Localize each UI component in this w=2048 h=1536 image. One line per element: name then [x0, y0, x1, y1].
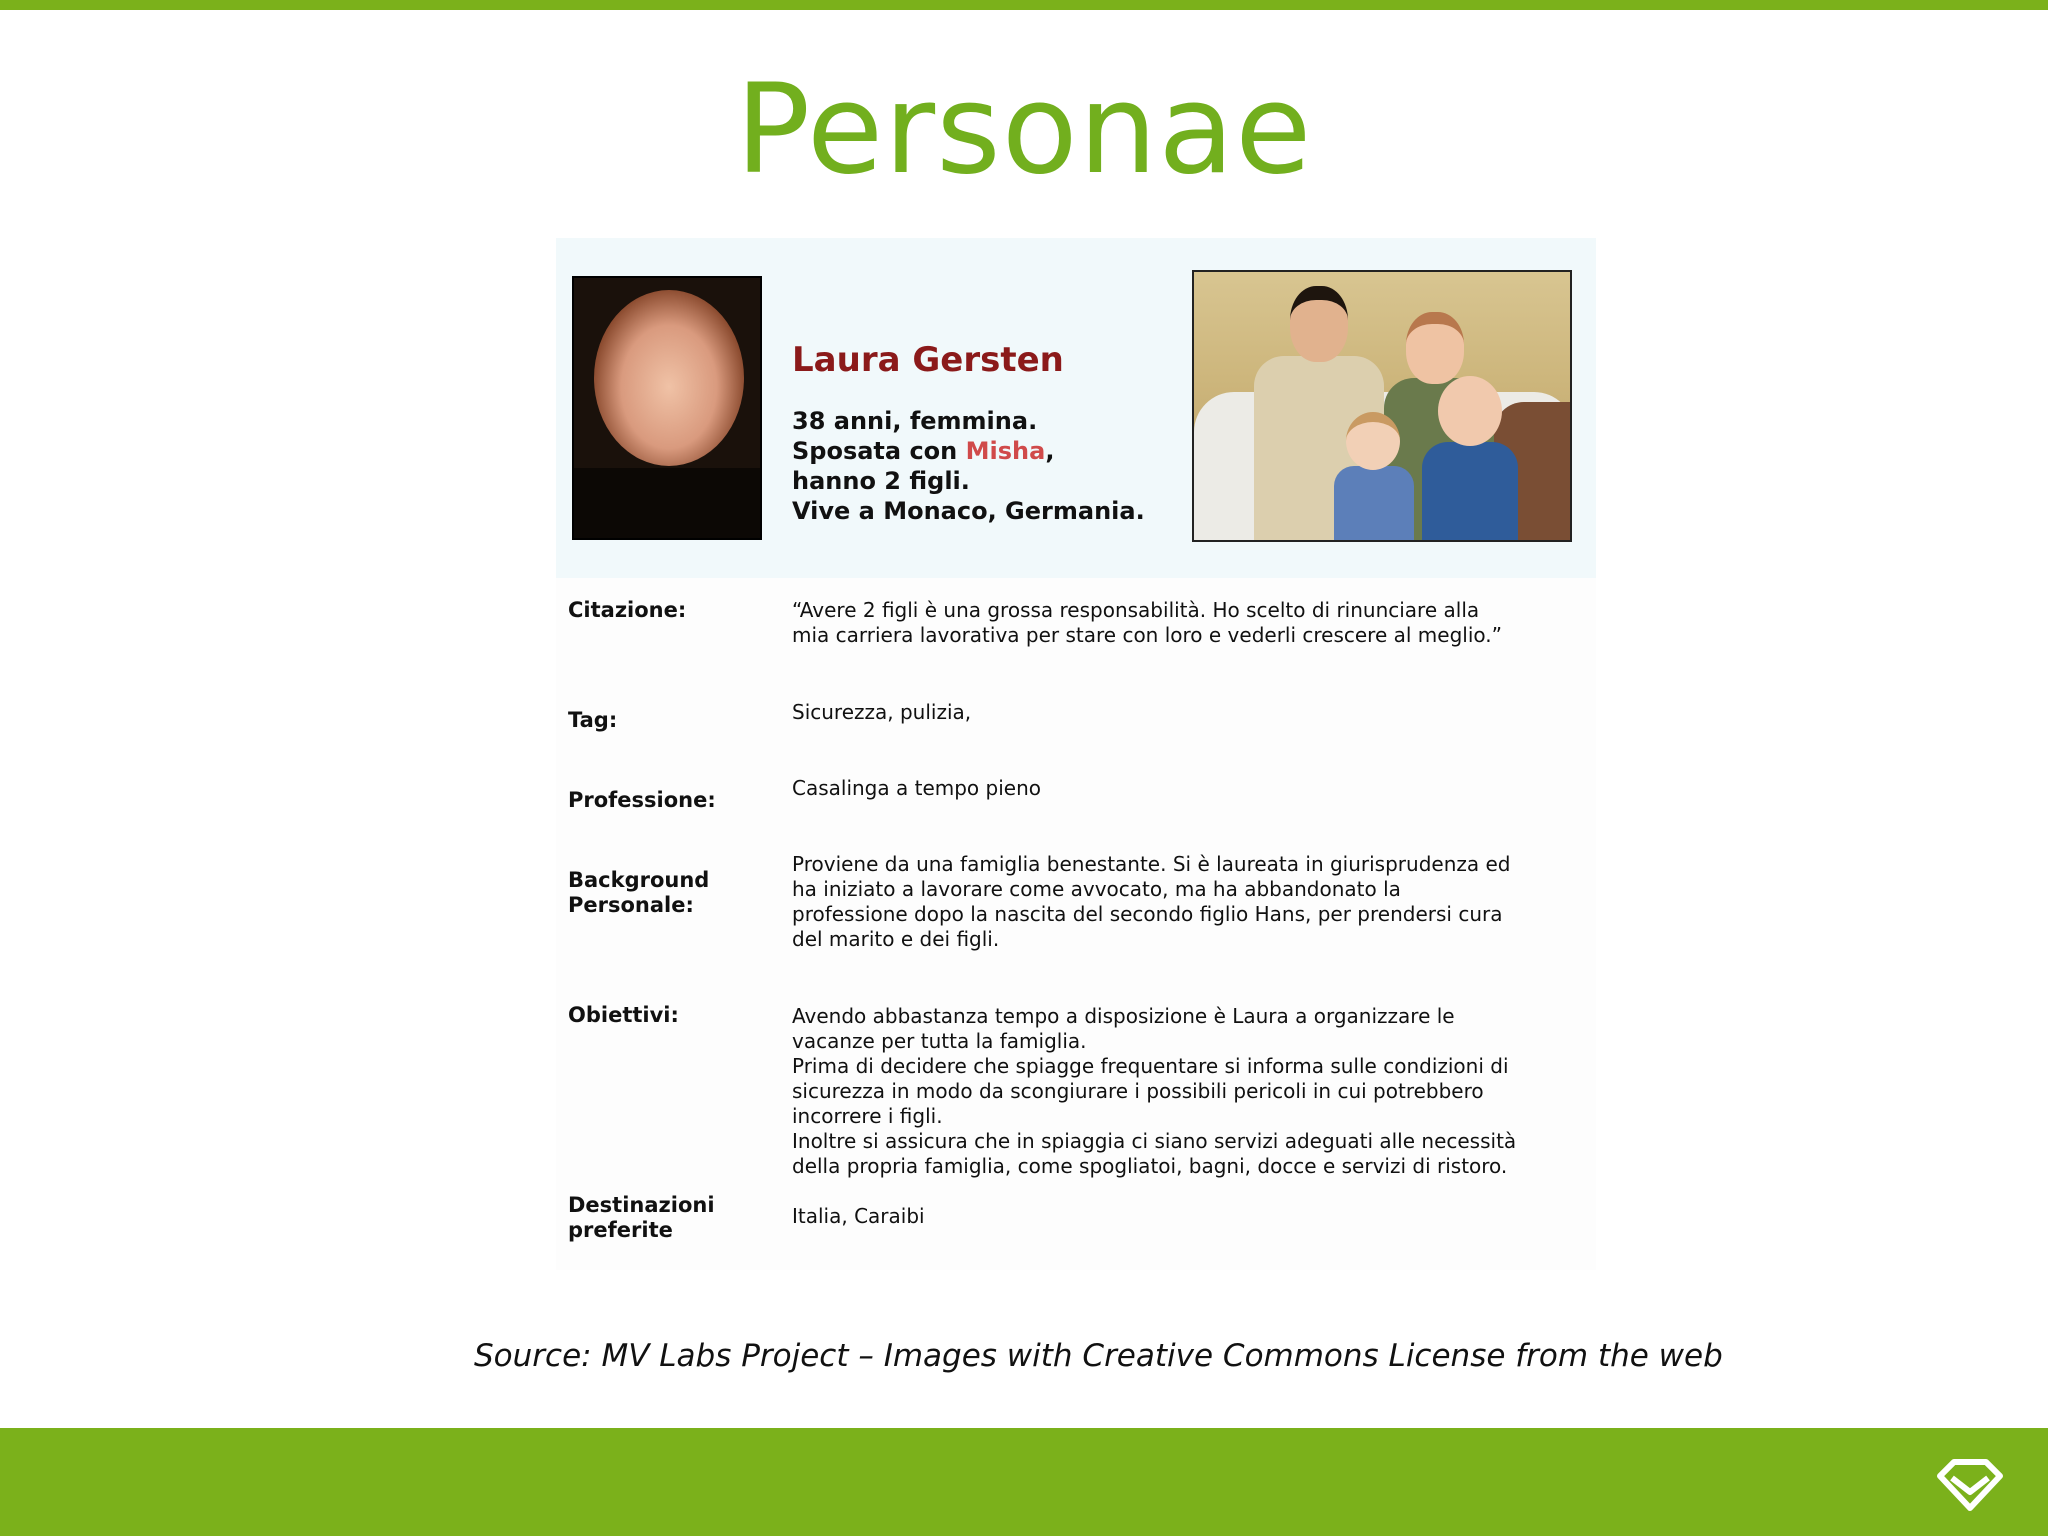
source-note: Source: MV Labs Project – Images with Creative Commons License from the web	[474, 1338, 1723, 1374]
diamond-logo-icon	[1932, 1458, 2008, 1514]
background-line: ha iniziato a lavorare come avvocato, ma ha abbandonato la	[792, 877, 1401, 901]
goals-line: Prima di decidere che spiagge frequentare si informa sulle condizioni di	[792, 1054, 1509, 1078]
destinations-label	[568, 1193, 715, 1243]
baby-head	[1438, 376, 1502, 446]
background-line: professione dopo la nascita del secondo figlio Hans, per prendersi cura	[792, 902, 1503, 926]
bottom-accent-bar	[0, 1428, 2048, 1536]
quote-label: Citazione:	[568, 598, 687, 622]
profession-value: Casalinga a tempo pieno	[792, 776, 1041, 800]
persona-card	[556, 238, 1596, 1270]
quote-line: “Avere 2 figli è una grossa responsabilità. Ho scelto di rinunciare alla	[792, 598, 1480, 622]
tag-value: Sicurezza, pulizia,	[792, 700, 972, 724]
goals-value	[792, 1004, 1592, 1179]
persona-marital-status	[792, 436, 1192, 466]
background-label	[568, 868, 709, 918]
destinations-label-line: preferite	[568, 1218, 673, 1242]
photo-daughter	[1334, 412, 1414, 542]
destinations-value: Italia, Caraibi	[792, 1204, 925, 1228]
profession-label: Professione:	[568, 788, 716, 812]
top-accent-bar	[0, 0, 2048, 10]
photo-baby	[1422, 376, 1518, 542]
background-label-line: Personale:	[568, 893, 694, 917]
persona-children: hanno 2 figli.	[792, 467, 970, 495]
background-line: Proviene da una famiglia benestante. Si è laureata in giurisprudenza ed	[792, 852, 1511, 876]
source-note-wrap	[0, 1338, 2048, 1382]
persona-age-gender: 38 anni, femmina.	[792, 407, 1038, 435]
baby-body	[1422, 442, 1518, 542]
daughter-body	[1334, 466, 1414, 542]
marital-prefix: Sposata con	[792, 437, 966, 465]
goals-line: della propria famiglia, come spogliatoi, bagni, docce e servizi di ristoro.	[792, 1154, 1508, 1178]
persona-name: Laura Gersten	[792, 340, 1064, 380]
portrait-body	[574, 468, 762, 540]
slide-title: Personae	[735, 58, 1313, 202]
goals-line: incorrere i figli.	[792, 1104, 943, 1128]
family-photo	[1192, 270, 1572, 542]
goals-label: Obiettivi:	[568, 1003, 679, 1027]
goals-line: Inoltre si assicura che in spiaggia ci siano servizi adeguati alle necessità	[792, 1129, 1517, 1153]
goals-line: sicurezza in modo da scongiurare i possibili pericoli in cui potrebbero	[792, 1079, 1484, 1103]
background-value	[792, 852, 1592, 952]
background-line: del marito e dei figli.	[792, 927, 1000, 951]
quote-line: mia carriera lavorativa per stare con loro e vederli crescere al meglio.”	[792, 623, 1502, 647]
persona-header	[556, 238, 1596, 578]
quote-value	[792, 598, 1592, 648]
destinations-label-line: Destinazioni	[568, 1193, 715, 1217]
goals-line: Avendo abbastanza tempo a disposizione è Laura a organizzare le	[792, 1004, 1455, 1028]
persona-residence: Vive a Monaco, Germania.	[792, 497, 1145, 525]
daughter-head	[1346, 412, 1400, 470]
marital-suffix: ,	[1045, 437, 1055, 465]
goals-line: vacanze per tutta la famiglia.	[792, 1029, 1087, 1053]
background-label-line: Background	[568, 868, 710, 892]
father-head	[1290, 286, 1348, 362]
tag-label: Tag:	[568, 708, 618, 732]
persona-portrait-photo	[572, 276, 762, 540]
persona-facts	[792, 406, 1192, 526]
mother-head	[1406, 312, 1464, 384]
portrait-face	[594, 290, 744, 466]
spouse-name: Misha	[965, 437, 1046, 465]
